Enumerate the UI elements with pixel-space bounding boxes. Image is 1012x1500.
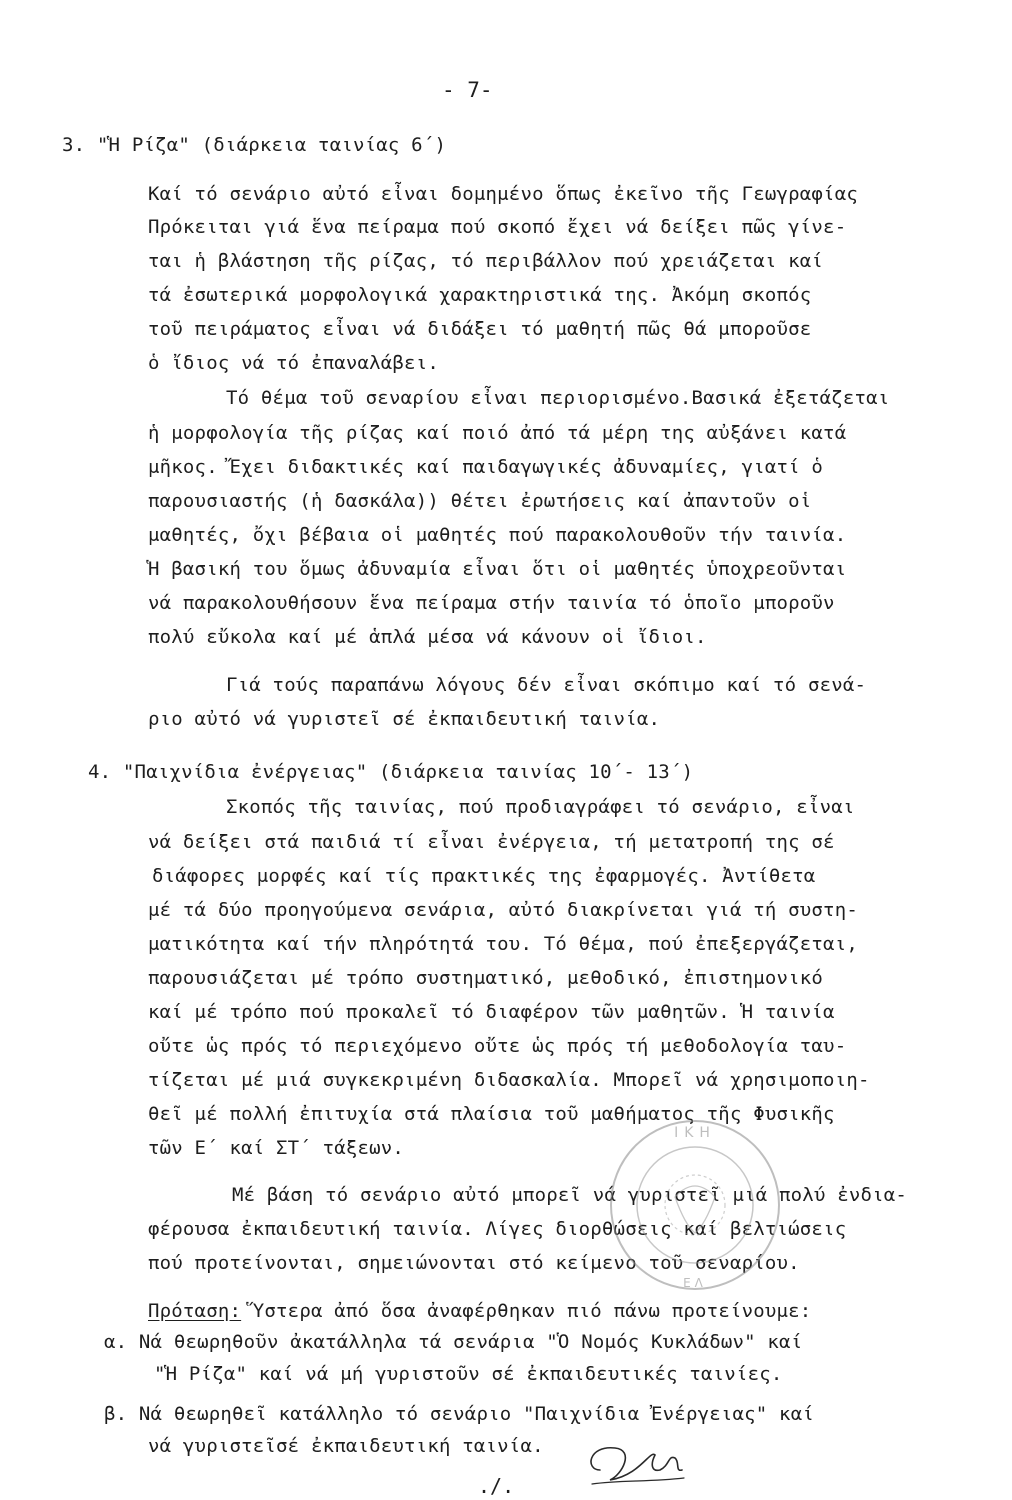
handwritten-signature: [580, 1440, 690, 1490]
text-line: παρουσιάζεται μέ τρόπο συστηματικό, μεθοδικό, ἐπιστημονικό: [148, 967, 824, 989]
proposal-intro: Ὕστερα ἀπό ὅσα ἀναφέρθηκαν πιό πάνω προτείνουμε:: [241, 1300, 812, 1322]
continuation-mark: ./.: [478, 1474, 515, 1498]
text-line: Μέ βάση τό σενάριο αὐτό μπορεῖ νά γυριστεῖ μιά πολύ ἐνδια-: [232, 1184, 908, 1206]
text-line: Γιά τούς παραπάνω λόγους δέν εἶναι σκόπιμο καί τό σενά-: [226, 674, 867, 696]
text-line: ματικότητα καί τήν πληρότητά του. Τό θέμα, πού ἐπεξεργάζεται,: [148, 933, 858, 955]
official-seal-stamp: [605, 1115, 785, 1295]
text-line: μαθητές, ὄχι βέβαια οἱ μαθητές πού παρακολουθοῦν τήν ταινία.: [148, 524, 847, 546]
text-line: διάφορες μορφές καί τίς πρακτικές της ἐφαρμογές. Ἀντίθετα: [152, 865, 816, 887]
svg-text:ΕΛ: ΕΛ: [683, 1276, 707, 1290]
proposal-item-b-cont: νά γυριστεῖσέ ἐκπαιδευτική ταινία.: [148, 1435, 544, 1457]
section-heading: 4. "Παιχνίδια ἐνέργειας" (διάρκεια ταινίας 10΄- 13΄): [88, 761, 694, 783]
text-line: τῶν Ε΄ καί ΣΤ΄ τάξεων.: [148, 1137, 405, 1159]
text-line: ριο αὐτό νά γυριστεῖ σέ ἐκπαιδευτική ταινία.: [148, 708, 661, 730]
text-line: Ἡ βασική του ὅμως ἀδυναμία εἶναι ὅτι οἱ μαθητές ὑποχρεοῦνται: [148, 558, 847, 580]
text-line: τά ἐσωτερικά μορφολογικά χαρακτηριστικά της. Ἀκόμη σκοπός: [148, 284, 812, 306]
text-line: τίζεται μέ μιά συγκεκριμένη διδασκαλία. Μπορεῖ νά χρησιμοποιη-: [148, 1069, 870, 1091]
text-line: οὔτε ὡς πρός τό περιεχόμενο οὔτε ὡς πρός τή μεθοδολογία ταυ-: [148, 1035, 847, 1057]
proposal-item-a: α. Νά θεωρηθοῦν ἀκατάλληλα τά σενάρια "Ὁ Νομός Κυκλάδων" καί: [104, 1331, 803, 1353]
text-line: φέρουσα ἐκπαιδευτική ταινία. Λίγες διορθώσεις καί βελτιώσεις: [148, 1218, 847, 1240]
text-line: ἡ μορφολογία τῆς ρίζας καί ποιό ἀπό τά μέρη της αὐξάνει κατά: [148, 422, 847, 444]
text-line: μέ τά δύο προηγούμενα σενάρια, αὐτό διακρίνεται γιά τή συστη-: [148, 899, 858, 921]
text-line: τοῦ πειράματος εἶναι νά διδάξει τό μαθητή πῶς θά μποροῦσε: [148, 318, 812, 340]
proposal-item-a-cont: "Ἡ Ρίζα" καί νά μή γυριστοῦν σέ ἐκπαιδευτικές ταινίες.: [154, 1363, 783, 1385]
text-line: Σκοπός τῆς ταινίας, πού προδιαγράφει τό σενάριο, εἶναι: [226, 796, 855, 818]
text-line: Τό θέμα τοῦ σεναρίου εἶναι περιορισμένο.Βασικά ἐξετάζεται: [226, 387, 890, 409]
text-line: καί μέ τρόπο πού προκαλεῖ τό διαφέρον τῶν μαθητῶν. Ἡ ταινία: [148, 1001, 835, 1023]
text-line: θεῖ μέ πολλή ἐπιτυχία στά πλαίσια τοῦ μαθήματος τῆς Φυσικῆς: [148, 1103, 835, 1125]
proposal-label: Πρόταση:: [148, 1300, 242, 1322]
text-line: νά παρακολουθήσουν ἕνα πείραμα στήν ταινία τό ὁποῖο μποροῦν: [148, 592, 835, 614]
section-heading: 3. "Ἡ Ρίζα" (διάρκεια ταινίας 6΄): [62, 134, 447, 156]
text-line: ται ἡ βλάστηση τῆς ρίζας, τό περιβάλλον πού χρειάζεται καί: [148, 250, 824, 272]
proposal-item-b: β. Νά θεωρηθεῖ κατάλληλο τό σενάριο "Παιχνίδια Ἐνέργειας" καί: [104, 1403, 814, 1425]
svg-text:ΙΚΗ: ΙΚΗ: [674, 1125, 716, 1141]
text-line: Καί τό σενάριο αὐτό εἶναι δομημένο ὅπως ἐκεῖνο τῆς Γεωγραφίας: [148, 183, 858, 205]
proposal-line: [148, 1299, 811, 1323]
text-line: μῆκος. Ἔχει διδακτικές καί παιδαγωγικές ἀδυναμίες, γιατί ὁ: [148, 456, 824, 478]
page-number: - 7-: [442, 78, 493, 102]
text-line: πολύ εὔκολα καί μέ ἁπλά μέσα νά κάνουν οἱ ἴδιοι.: [148, 626, 707, 648]
text-line: Πρόκειται γιά ἕνα πείραμα πού σκοπό ἔχει νά δείξει πῶς γίνε-: [148, 216, 847, 238]
text-line: ὁ ἴδιος νά τό ἐπαναλάβει.: [148, 352, 439, 374]
text-line: πού προτείνονται, σημειώνονται στό κείμενο τοῦ σεναρίου.: [148, 1252, 800, 1274]
text-line: παρουσιαστής (ἡ δασκάλα)) θέτει ἐρωτήσεις καί ἀπαντοῦν οἱ: [148, 490, 812, 512]
text-line: νά δείξει στά παιδιά τί εἶναι ἐνέργεια, τή μετατροπή της σέ: [148, 831, 835, 853]
